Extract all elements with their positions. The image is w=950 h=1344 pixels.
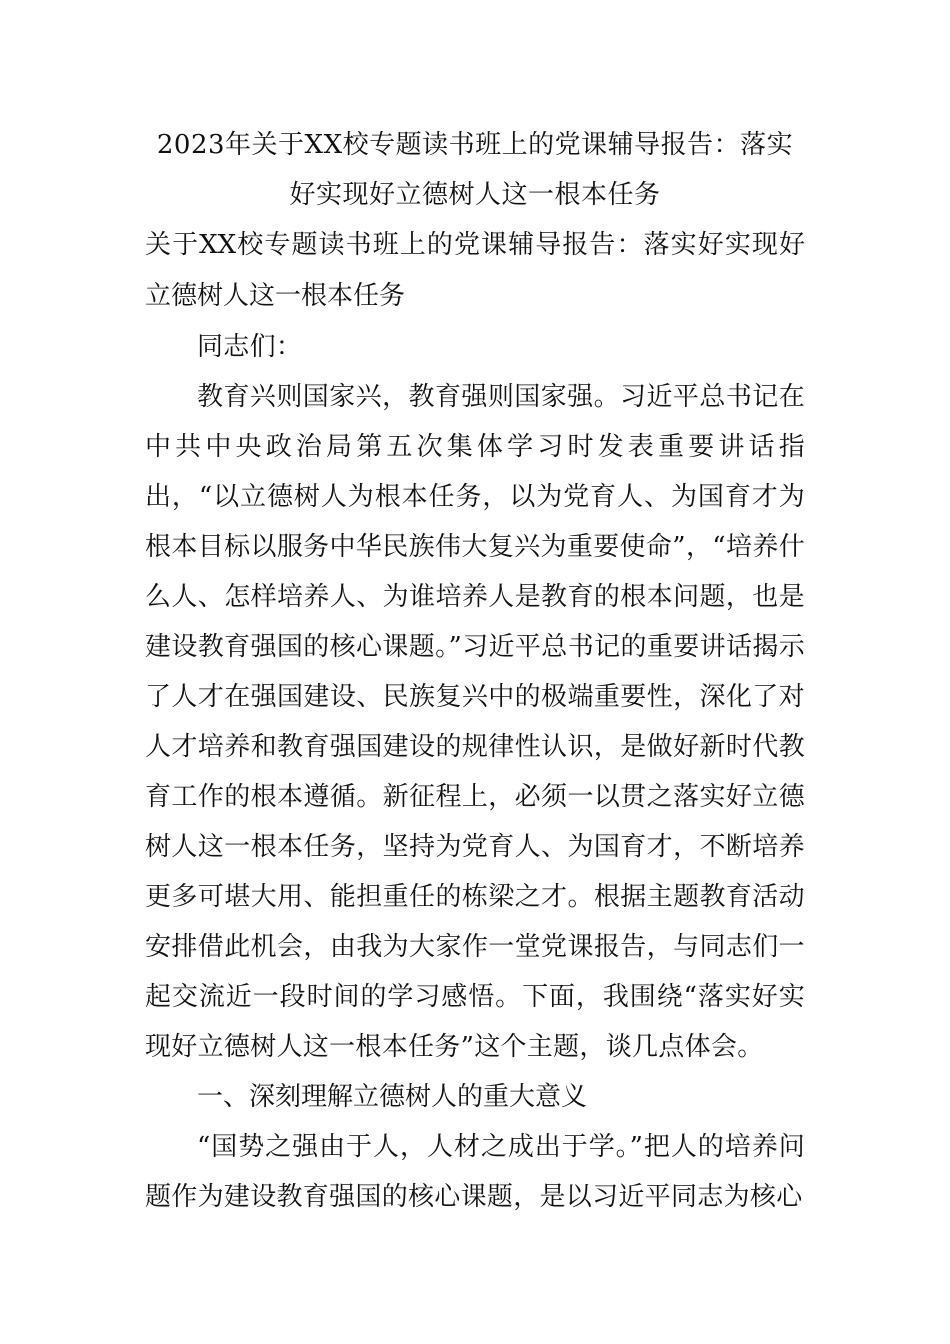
document-subtitle: 关于XX校专题读书班上的党课辅导报告：落实好实现好立德树人这一根本任务	[145, 230, 805, 311]
paragraph-section-1: “国势之强由于人，人材之成出于学。”把人的培养问题作为建设教育强国的核心课题，是以习近平同志为核心	[145, 1132, 805, 1212]
paragraph-intro: 教育兴则国家兴，教育强则国家强。习近平总书记在中共中央政治局第五次集体学习时发表重要讲话指出，“以立德树人为根本任务，以为党育人、为国育才为根本目标以服务中华民族伟大复兴为重要使命”，“培养什么人、怎样培养人、为谁培养人是教育的根本问题，也是建设教育强国的核心课题。”习近平总书记的重要讲话揭示了人才在强国建设、民族复兴中的极端重要性，深化了对人才培养和教育强国建设的规律性认识，是做好新时代教育工作的根本遵循。新征程上，必须一以贯之落实好立德树人这一根本任务，坚持为党育人、为国育才，不断培养更多可堪大用、能担重任的栋梁之才。根据主题教育活动安排借此机会，由我为大家作一堂党课报告，与同志们一起交流近一段时间的学习感悟。下面，我围绕“落实好实现好立德树人这一根本任务”这个主题，谈几点体会。	[145, 382, 805, 1062]
salutation: 同志们：	[197, 332, 303, 362]
document-title: 2023年关于XX校专题读书班上的党课辅导报告：落实好实现好立德树人这一根本任务	[156, 130, 794, 210]
document-page	[145, 120, 805, 1222]
section-heading-1: 一、深刻理解立德树人的重大意义	[197, 1082, 588, 1112]
